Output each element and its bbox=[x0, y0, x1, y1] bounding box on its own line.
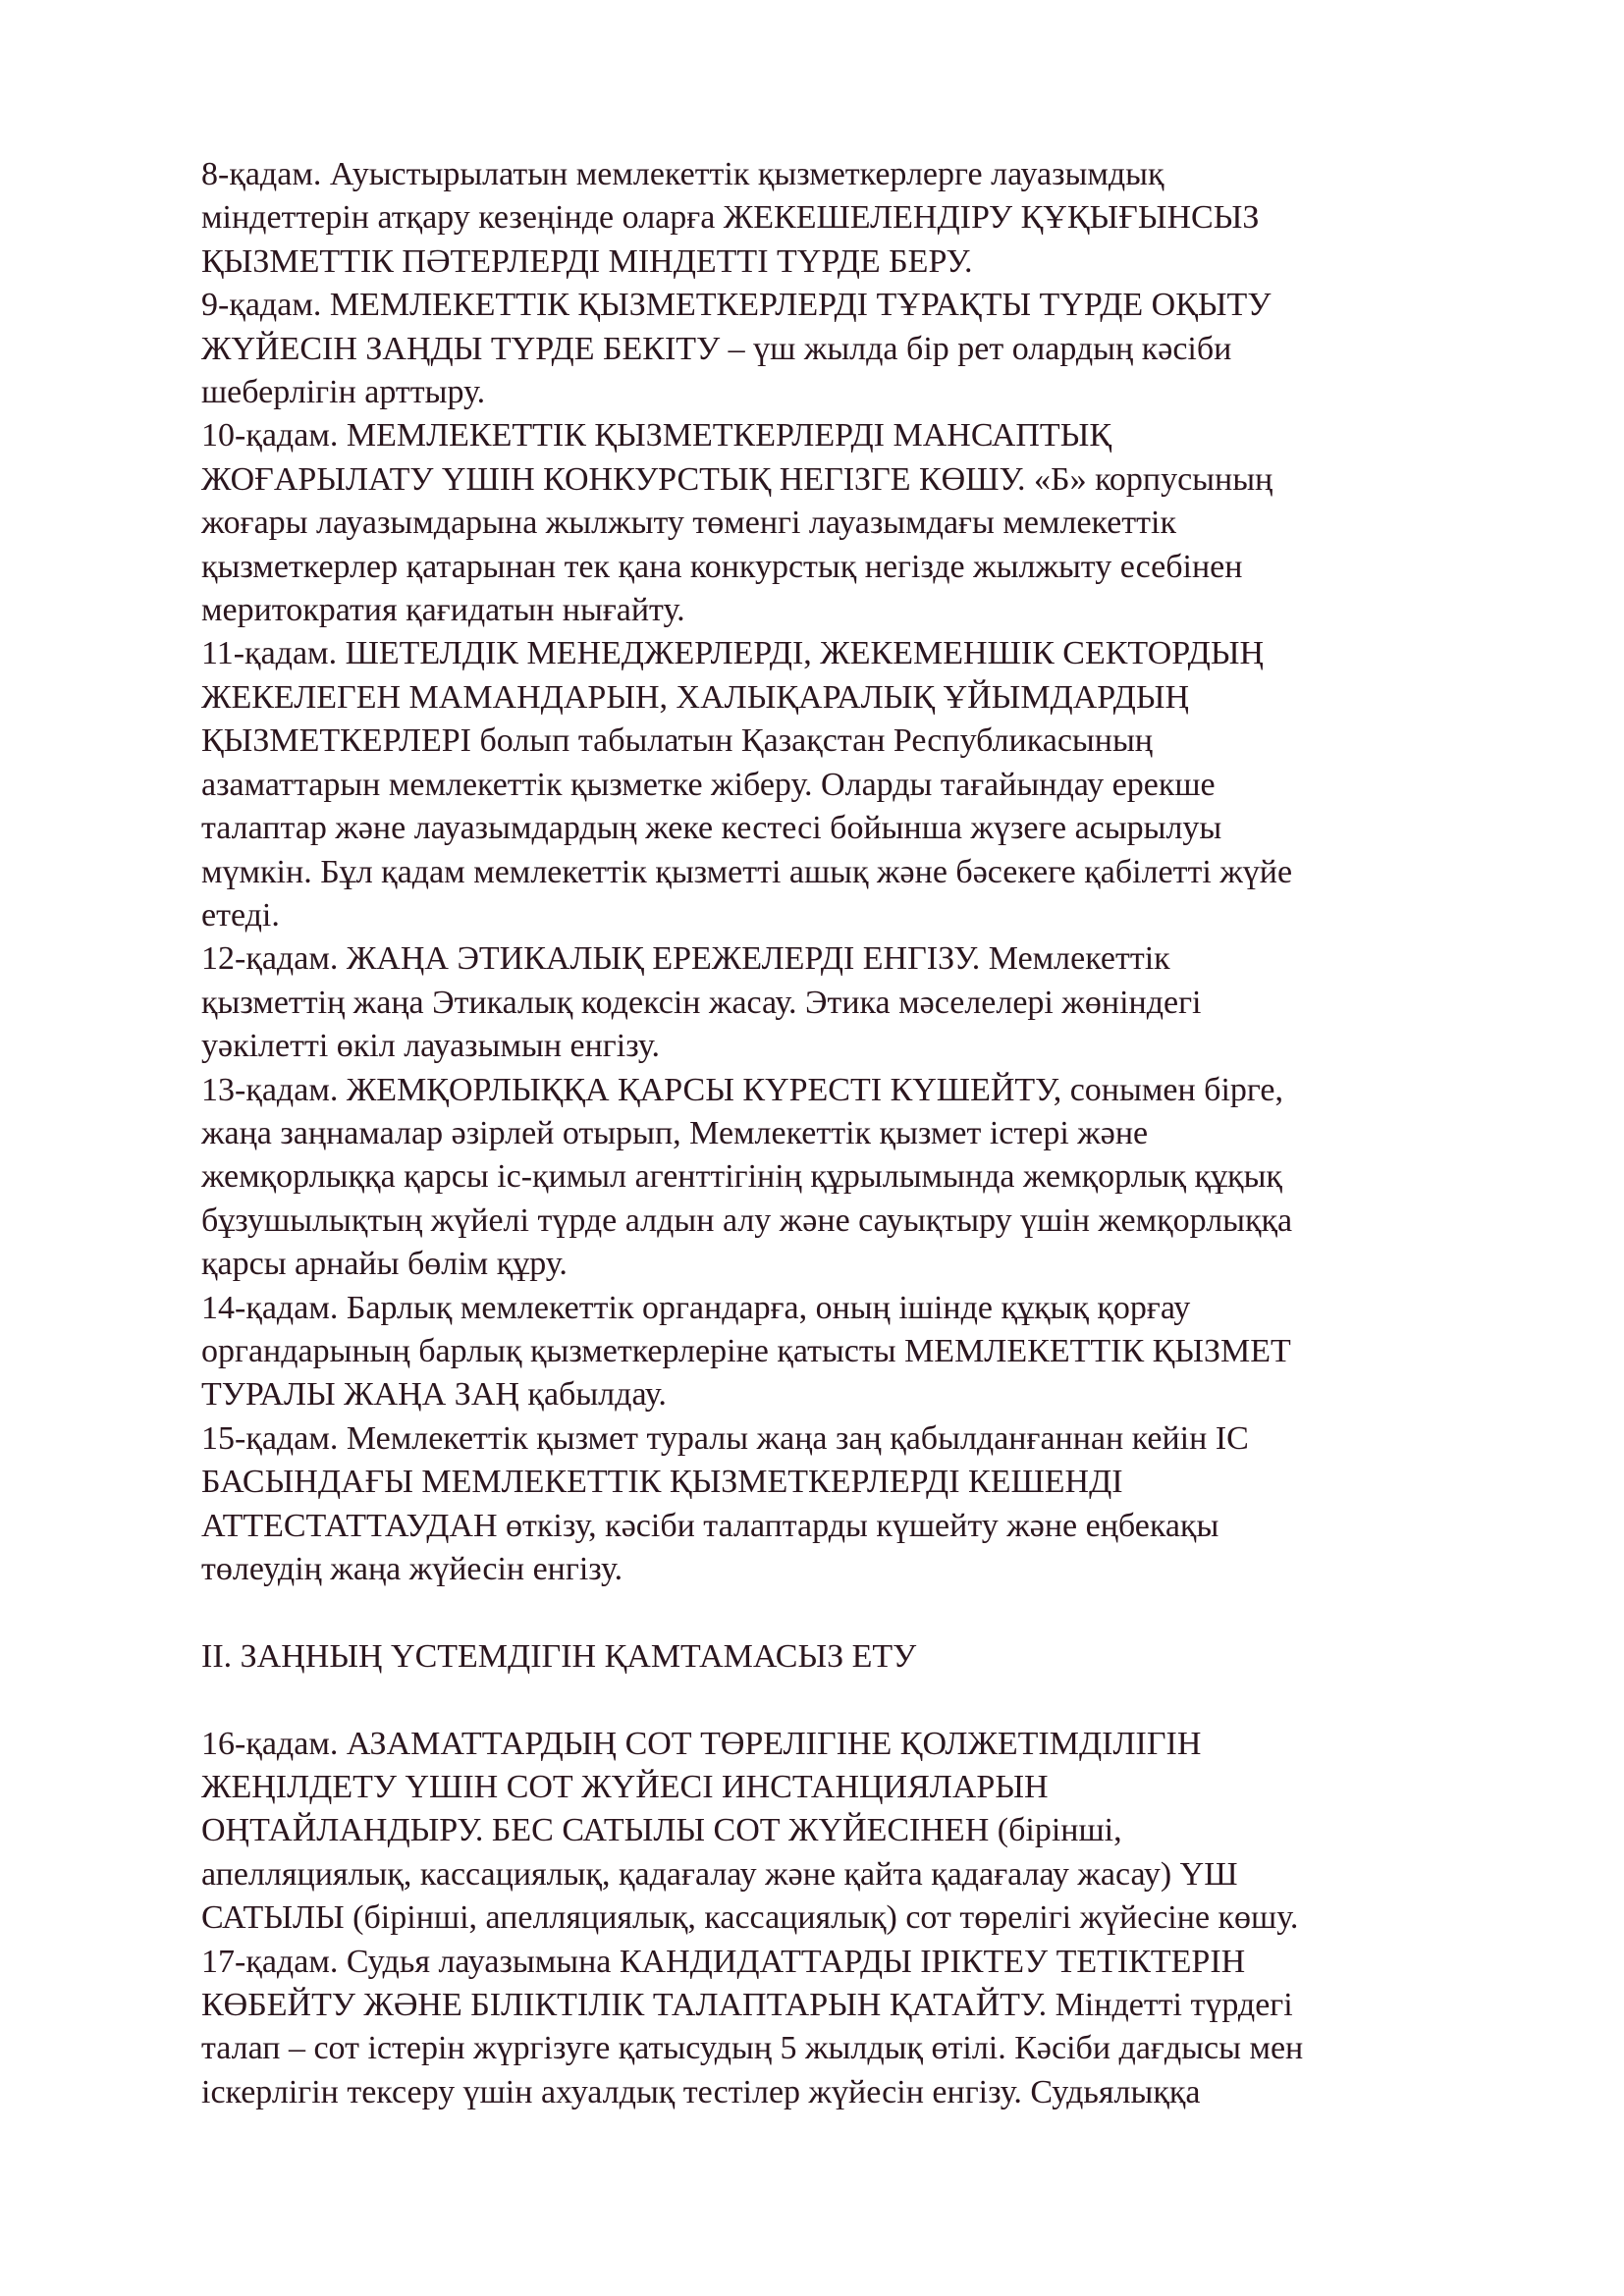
text-line: қызметтің жаңа Этикалық кодексін жасау. Этика мәселелері жөніндегі bbox=[201, 984, 1202, 1021]
paragraph-step-12 bbox=[201, 937, 1488, 1068]
paragraph-step-14 bbox=[201, 1287, 1488, 1417]
text-line: қызметкерлер қатарынан тек қана конкурстық негізде жылжыту есебінен bbox=[201, 548, 1243, 585]
text-line: міндеттерін атқару кезеңінде оларға ЖЕКЕШЕЛЕНДІРУ ҚҰҚЫҒЫНСЫЗ bbox=[201, 199, 1260, 237]
text-line: 13-қадам. ЖЕМҚОРЛЫҚҚА ҚАРСЫ КҮРЕСТІ КҮШЕЙТУ, сонымен бірге, bbox=[201, 1071, 1283, 1108]
document-text-block bbox=[201, 153, 1488, 2114]
text-line: ЖЕКЕЛЕГЕН МАМАНДАРЫН, ХАЛЫҚАРАЛЫҚ ҰЙЫМДАРДЫҢ bbox=[201, 678, 1190, 716]
section-heading: II. ЗАҢНЫҢ ҮСТЕМДІГІН ҚАМТАМАСЫЗ ЕТУ bbox=[201, 1637, 917, 1675]
text-line: ЖЕҢІЛДЕТУ ҮШІН СОТ ЖҮЙЕСІ ИНСТАНЦИЯЛАРЫН bbox=[201, 1769, 1049, 1805]
text-line: ҚЫЗМЕТКЕРЛЕРІ болып табылатын Қазақстан Республикасының bbox=[201, 722, 1153, 760]
text-line: 9-қадам. МЕМЛЕКЕТТІК ҚЫЗМЕТКЕРЛЕРДІ ТҰРАҚТЫ ТҮРДЕ ОҚЫТУ bbox=[201, 287, 1272, 324]
text-line: 10-қадам. МЕМЛЕКЕТТІК ҚЫЗМЕТКЕРЛЕРДІ МАНСАПТЫҚ bbox=[201, 417, 1112, 454]
text-line: АТТЕСТАТТАУДАН өткізу, кәсіби талаптарды күшейту және еңбекақы bbox=[201, 1507, 1219, 1544]
text-line: іскерлігін тексеру үшін ахуалдық тестілер жүйесін енгізу. Судьялыққа bbox=[201, 2073, 1201, 2110]
text-line: азаматтарын мемлекеттік қызметке жіберу. Оларды тағайындау ерекше bbox=[201, 766, 1216, 803]
text-line: 12-қадам. ЖАҢА ЭТИКАЛЫҚ ЕРЕЖЕЛЕРДІ ЕНГІЗУ. Мемлекеттік bbox=[201, 940, 1170, 978]
paragraph-step-17 bbox=[201, 1941, 1488, 2115]
paragraph-step-10 bbox=[201, 414, 1488, 632]
text-line: 8-қадам. Ауыстырылатын мемлекеттік қызметкерлерге лауазымдық bbox=[201, 156, 1164, 192]
paragraph-step-9 bbox=[201, 284, 1488, 414]
text-line: 16-қадам. АЗАМАТТАРДЫҢ СОТ ТӨРЕЛІГІНЕ ҚОЛЖЕТІМДІЛІГІН bbox=[201, 1725, 1202, 1762]
text-line: БАСЫНДАҒЫ МЕМЛЕКЕТТІК ҚЫЗМЕТКЕРЛЕРДІ КЕШЕНДІ bbox=[201, 1464, 1123, 1501]
paragraph-step-11 bbox=[201, 632, 1488, 937]
text-line: апелляциялық, кассациялық, қадағалау және қайта қадағалау жасау) ҮШ bbox=[201, 1855, 1238, 1893]
text-line: ТУРАЛЫ ЖАҢА ЗАҢ қабылдау. bbox=[201, 1376, 667, 1414]
text-line: жоғары лауазымдарына жылжыту төменгі лауазымдағы мемлекеттік bbox=[201, 505, 1176, 542]
text-line: меритократия қағидатын нығайту. bbox=[201, 592, 685, 629]
text-line: ОҢТАЙЛАНДЫРУ. БЕС САТЫЛЫ СОТ ЖҮЙЕСІНЕН (бірінші, bbox=[201, 1812, 1122, 1849]
paragraph-step-13 bbox=[201, 1069, 1488, 1287]
text-line: қарсы арнайы бөлім құру. bbox=[201, 1246, 568, 1283]
text-line: КӨБЕЙТУ ЖӘНЕ БІЛІКТІЛІК ТАЛАПТАРЫН ҚАТАЙТУ. Міндетті түрдегі bbox=[201, 1987, 1293, 2024]
text-line: уәкілетті өкіл лауазымын енгізу. bbox=[201, 1028, 661, 1065]
text-line: бұзушылықтың жүйелі түрде алдын алу және сауықтыру үшін жемқорлыққа bbox=[201, 1201, 1293, 1239]
text-line: органдарының барлық қызметкерлеріне қатысты МЕМЛЕКЕТТІК ҚЫЗМЕТ bbox=[201, 1332, 1291, 1369]
text-line: ЖҮЙЕСІН ЗАҢДЫ ТҮРДЕ БЕКІТУ – үш жылда бір рет олардың кәсіби bbox=[201, 330, 1232, 367]
text-line: жемқорлыққа қарсы іс-қимыл агенттігінің құрылымында жемқорлық құқық bbox=[201, 1158, 1282, 1196]
text-line: 11-қадам. ШЕТЕЛДІК МЕНЕДЖЕРЛЕРДІ, ЖЕКЕМЕНШІК СЕКТОРДЫҢ bbox=[201, 635, 1265, 672]
text-line: 15-қадам. Мемлекеттік қызмет туралы жаңа заң қабылданғаннан кейін ІС bbox=[201, 1419, 1249, 1457]
text-line: етеді. bbox=[201, 896, 280, 934]
text-line: САТЫЛЫ (бірінші, апелляциялық, кассациялық) сот төрелігі жүйесіне көшу. bbox=[201, 1899, 1299, 1937]
text-line: төлеудің жаңа жүйесін енгізу. bbox=[201, 1551, 623, 1587]
blank-line bbox=[201, 1591, 1488, 1634]
text-line: талап – сот істерін жүргізуге қатысудың 5 жылдық өтілі. Кәсіби дағдысы мен bbox=[201, 2030, 1304, 2067]
text-line: ҚЫЗМЕТТІК ПӘТЕРЛЕРДІ МІНДЕТТІ ТҮРДЕ БЕРУ. bbox=[201, 242, 973, 280]
text-line: шеберлігін арттыру. bbox=[201, 374, 486, 411]
text-line: талаптар және лауазымдардың жеке кестесі бойынша жүзеге асырылуы bbox=[201, 810, 1222, 847]
paragraph-step-16 bbox=[201, 1723, 1488, 1941]
text-line: жаңа заңнамалар әзірлей отырып, Мемлекеттік қызмет істері және bbox=[201, 1114, 1149, 1151]
paragraph-step-15 bbox=[201, 1417, 1488, 1592]
text-line: 17-қадам. Судья лауазымына КАНДИДАТТАРДЫ ІРІКТЕУ ТЕТІКТЕРІН bbox=[201, 1943, 1246, 1980]
blank-line bbox=[201, 1679, 1488, 1722]
text-line: мүмкін. Бұл қадам мемлекеттік қызметті ашық және бәсекеге қабілетті жүйе bbox=[201, 853, 1293, 890]
paragraph-step-8 bbox=[201, 153, 1488, 284]
text-line: 14-қадам. Барлық мемлекеттік органдарға, оның ішінде құқық қорғау bbox=[201, 1289, 1191, 1326]
text-line: ЖОҒАРЫЛАТУ ҮШІН КОНКУРСТЫҚ НЕГІЗГЕ КӨШУ. «Б» корпусының bbox=[201, 460, 1273, 498]
